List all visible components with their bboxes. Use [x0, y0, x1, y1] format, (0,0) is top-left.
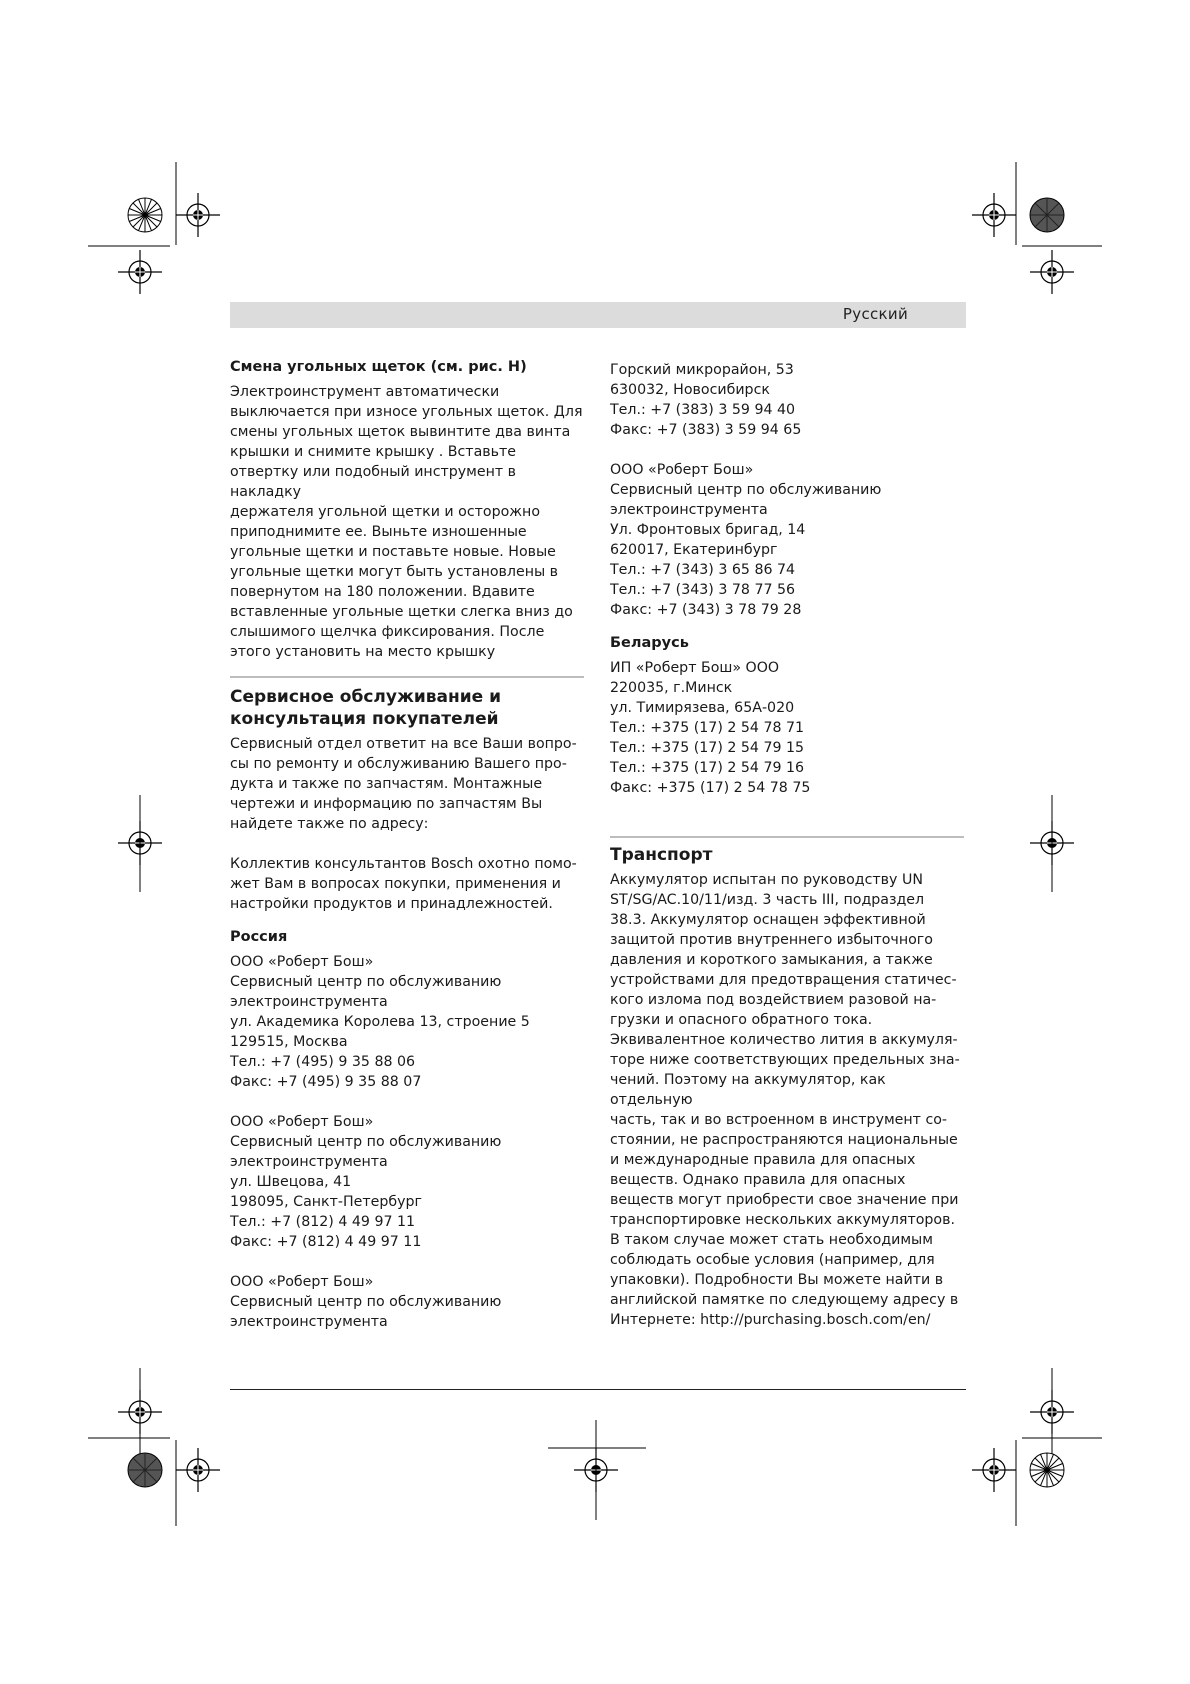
address-novosibirsk-continued: Горский микрорайон, 53 630032, Новосибирск Тел.: +7 (383) 3 59 94 40 Факс: +7 (383) 3 59 94 65: [610, 362, 802, 438]
address-ekaterinburg: ООО «Роберт Бош» Сервисный центр по обслуживанию электроинструмента Ул. Фронтовых бригад, 14 620017, Екатеринбург Тел.: +7 (343) 3 65 86 74 Тел.: +7 (343) 3 78 77 56 Факс: +7 (343) 3 78 79 28: [610, 462, 882, 618]
footer-rule: [230, 1389, 966, 1390]
brush-section-title: Смена угольных щеток (см. рис. H): [230, 359, 527, 375]
belarus-address: ИП «Роберт Бош» ООО 220035, г.Минск ул. Тимирязева, 65А-020 Тел.: +375 (17) 2 54 78 71 Тел.: +375 (17) 2 54 79 15 Тел.: +375 (17) 2 54 79 16 Факс: +375 (17) 2 54 78 75: [610, 660, 811, 796]
russia-address-novosibirsk: ООО «Роберт Бош» Сервисный центр по обслуживанию электроинструмента: [230, 1274, 502, 1330]
russia-title: Россия: [230, 929, 288, 945]
header-band: [230, 302, 966, 328]
service-section-title: Сервисное обслуживание и консультация покупателей: [230, 687, 502, 729]
belarus-title: Беларусь: [610, 635, 689, 651]
language-label: Русский: [842, 305, 908, 323]
russia-address-moscow: ООО «Роберт Бош» Сервисный центр по обслуживанию электроинструмента ул. Академика Королева 13, строение 5 129515, Москва Тел.: +7 (495) 9 35 88 06 Факс: +7 (495) 9 35 88 07: [230, 954, 530, 1090]
right-column: [610, 360, 964, 1330]
service-text-1: Сервисный отдел ответит на все Ваши вопро- сы по ремонту и обслуживанию Вашего про- дукта и также по запчастям. Монтажные чертежи и информацию по запчастям Вы найдете также по адресу:: [230, 736, 577, 832]
russia-address-spb: ООО «Роберт Бош» Сервисный центр по обслуживанию электроинструмента ул. Швецова, 41 198095, Санкт-Петербург Тел.: +7 (812) 4 49 97 11 Факс: +7 (812) 4 49 97 11: [230, 1114, 502, 1250]
brush-section-text: Электроинструмент автоматически выключается при износе угольных щеток. Для смены угольных щеток вывинтите два винта крышки и снимите крышку . Вставьте отвертку или подобный инструмент в накладку держателя угольной щетки и осторожно приподнимите ее. Выньте изношенные угольные щетки и поставьте новые. Новые угольные щетки могут быть установлены в повернутом на 180 положении. Вдавите вставленные угольные щетки слегка вниз до слышимого щелчка фиксирования. После этого установить на место крышку: [230, 384, 583, 660]
transport-title: Транспорт: [610, 845, 713, 865]
service-text-2: Коллектив консультантов Bosch охотно помо- жет Вам в вопросах покупки, применения и настройки продуктов и принадлежностей.: [230, 856, 577, 912]
left-column: [230, 356, 584, 1332]
transport-text: Аккумулятор испытан по руководству UN ST/SG/AC.10/11/изд. 3 часть III, подраздел 38.3. Аккумулятор оснащен эффективной защитой против внутреннего избыточного давления и короткого замыкания, а также устройствами для предотвращения статичес- кого излома под воздействием разовой на- грузки и опасного обратного тока. Эквивалентное количество лития в аккумуля- торе ниже соответствующих предельных зна- чений. Поэтому на аккумулятор, как отдельную часть, так и во встроенном в инструмент со- стоянии, не распространяются национальные и международные правила для опасных веществ. Однако правила для опасных веществ могут приобрести свое значение при транспортировке нескольких аккумуляторов. В таком случае может стать необходимым соблюдать особые условия (например, для упаковки). Подробности Вы можете найти в английской памятке по следующему адресу в Интернете: http://purchasing.bosch.com/en/: [610, 872, 960, 1328]
